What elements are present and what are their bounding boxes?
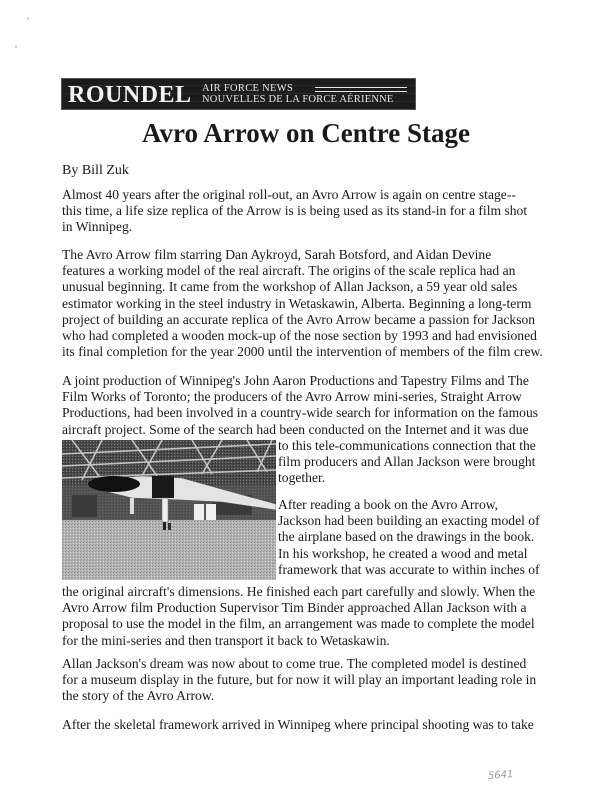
- text-line: In his workshop, he created a wood and metal: [278, 545, 528, 561]
- text-line: the original aircraft's dimensions. He finished each part carefully and slowly. When the: [62, 584, 536, 599]
- text-line: for the mini-series and then transport it back to Wetaskawin.: [62, 632, 390, 648]
- article-title: Avro Arrow on Centre Stage: [142, 118, 470, 148]
- text-line: project of building an accurate replica of the Avro Arrow became a passion for Jackson: [62, 311, 536, 327]
- text-line: Productions, had been involved in a country-wide search for information on the famous: [62, 405, 539, 421]
- text-line: film producers and Allan Jackson were brought: [278, 454, 536, 470]
- text-line: After reading a book on the Avro Arrow,: [278, 497, 499, 512]
- scan-speck: [15, 45, 17, 48]
- text-line: who had completed a wooden mock-up of the nose section by 1993 and had envisioned: [62, 328, 537, 344]
- text-line: this time, a life size replica of the Arrow is is being used as its stand-in for a film shot: [62, 203, 528, 219]
- text-line: proposal to use the model in the film, an arrangement was made to complete the model: [62, 616, 535, 632]
- handwritten-page-number: 5641: [487, 769, 514, 782]
- paragraph-dream: [62, 656, 554, 705]
- paragraph-skeletal-framework: [62, 717, 554, 733]
- text-line: A joint production of Winnipeg's John Aaron Productions and Tapestry Films and The: [62, 373, 529, 388]
- text-line: for a museum display in the future, but for now it will play an important leading role in: [62, 672, 537, 688]
- text-line: estimator working in the steel industry in Wetaskawin, Alberta. Beginning a long-term: [62, 295, 532, 311]
- text-line: Almost 40 years after the original roll-out, an Avro Arrow is again on centre stage--: [62, 187, 516, 202]
- text-line: together.: [278, 470, 326, 486]
- text-line: in Winnipeg.: [62, 219, 133, 235]
- scan-speck: [27, 17, 29, 20]
- photo-image: [62, 440, 276, 580]
- article-byline: By Bill Zuk: [62, 163, 129, 178]
- roundel-masthead-banner: [61, 78, 416, 110]
- paragraph-intro: [62, 187, 554, 236]
- masthead-rule: [315, 87, 407, 88]
- text-line: After the skeletal framework arrived in Winnipeg where principal shooting was to take: [62, 717, 534, 732]
- masthead-rule: [315, 91, 407, 92]
- text-line: aircraft project. Some of the search had been conducted on the Internet and it was due: [62, 421, 529, 437]
- avro-arrow-hangar-photo: [62, 440, 276, 580]
- masthead-subtitle-french: NOUVELLES DE LA FORCE AÉRIENNE: [202, 94, 394, 105]
- text-line: Allan Jackson's dream was now about to come true. The completed model is destined: [62, 656, 527, 671]
- text-line: to this tele-communications connection that the: [278, 438, 536, 453]
- text-line: unusual beginning. It came from the workshop of Allan Jackson, a 59 year old sales: [62, 279, 518, 295]
- text-line: Avro Arrow film Production Supervisor Tim Binder approached Allan Jackson with a: [62, 600, 527, 616]
- text-line: the airplane based on the drawings in the book.: [278, 529, 535, 545]
- masthead-title: ROUNDEL: [68, 82, 192, 108]
- text-line: its final completion for the year 2000 until the intervention of members of the film crew.: [62, 344, 543, 360]
- paragraph-model-building-wrapped: [278, 497, 560, 578]
- paragraph-model-building: [62, 584, 554, 649]
- text-line: The Avro Arrow film starring Dan Aykroyd, Sarah Botsford, and Aidan Devine: [62, 247, 492, 262]
- text-line: the story of the Avro Arrow.: [62, 688, 215, 704]
- paragraph-film-cast: [62, 247, 554, 360]
- text-line: Jackson had been building an exacting model of: [278, 513, 540, 529]
- text-line: framework that was accurate to within inches of: [278, 561, 540, 577]
- paragraph-joint-production: [62, 373, 554, 438]
- masthead-subtitle-english: AIR FORCE NEWS: [202, 83, 294, 94]
- text-line: Film Works of Toronto; the producers of the Avro Arrow mini-series, Straight Arrow: [62, 389, 522, 405]
- text-line: features a working model of the real aircraft. The origins of the scale replica had an: [62, 263, 516, 279]
- paragraph-joint-production-continued: [278, 438, 560, 487]
